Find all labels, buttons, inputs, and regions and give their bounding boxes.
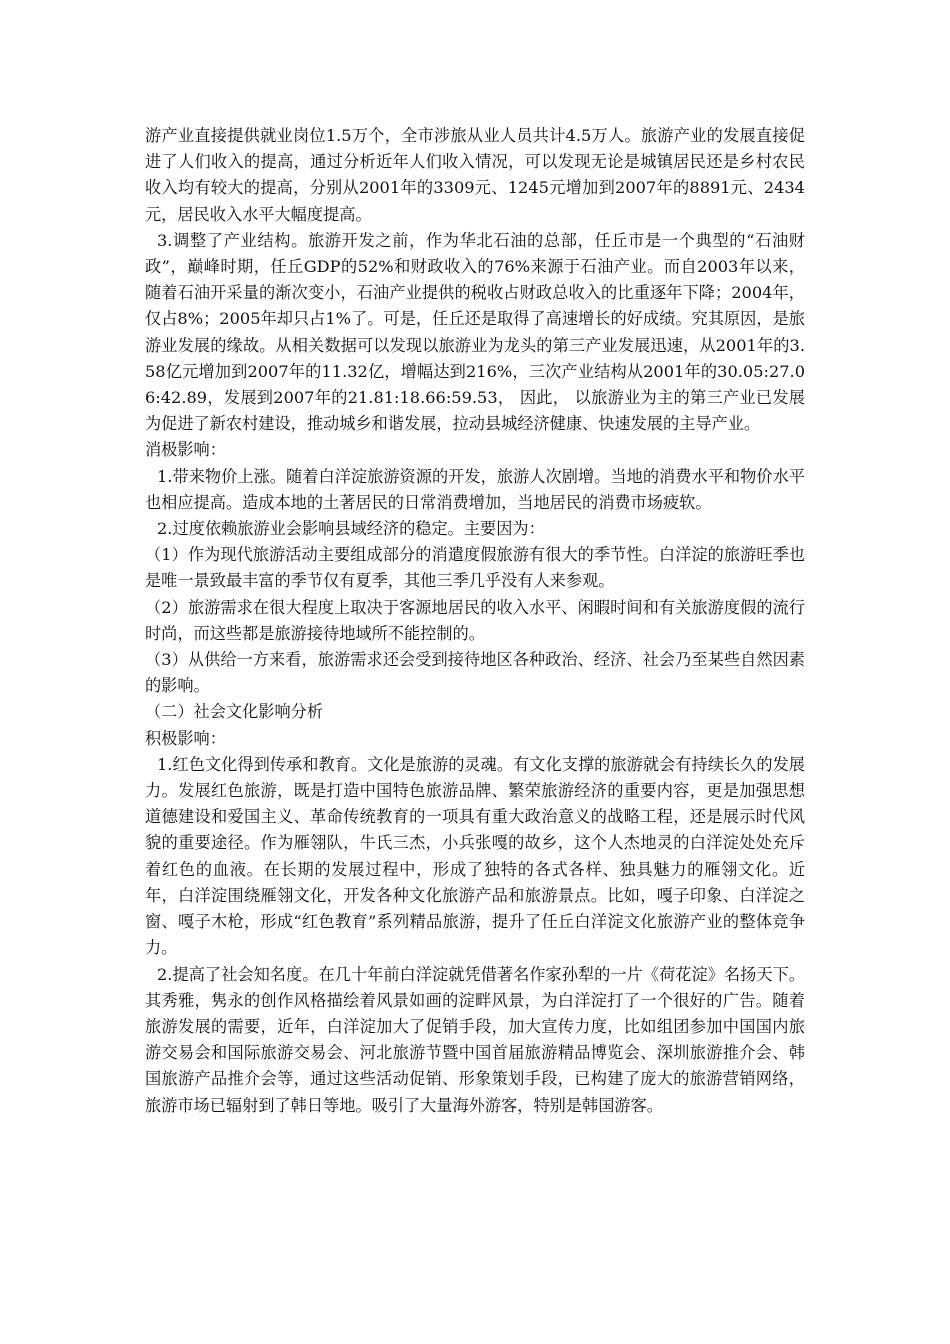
document-body xyxy=(145,123,805,1119)
paragraph-social-reputation: 2.提高了社会知名度。在几十年前白洋淀就凭借著名作家孙犁的一片《荷花淀》名扬天下。其秀雅，隽永的创作风格描绘着风景如画的淀畔风景，为白洋淀打了一个很好的广告。随着旅游发展的需要，近年，白洋淀加大了促销手段，加大宣传力度，比如组团参加中国国内旅游交易会和国际旅游交易会、河北旅游节暨中国首届旅游精品博览会、深圳旅游推介会、韩国旅游产品推介会等，通过这些活动促销、形象策划手段，已构建了庞大的旅游营销网络，旅游市场已辐射到了韩日等地。吸引了大量海外游客，特别是韩国游客。 xyxy=(145,964,805,1115)
list-item-demand-factors: （2）旅游需求在很大程度上取决于客源地居民的收入水平、闲暇时间和有关旅游度假的流行时尚，而这些都是旅游接待地域所不能控制的。 xyxy=(145,597,805,643)
paragraph-over-dependence: 2.过度依赖旅游业会影响县域经济的稳定。主要因为： xyxy=(157,519,545,539)
heading-positive-impact: 积极影响： xyxy=(145,728,226,748)
paragraph-price-rise: 1.带来物价上涨。随着白洋淀旅游资源的开发，旅游人次剧增。当地的消费水平和物价水平也相应提高。造成本地的土著居民的日常消费增加，当地居民的消费市场疲软。 xyxy=(145,466,805,512)
paragraph-industry-structure: 3.调整了产业结构。旅游开发之前，作为华北石油的总部，任丘市是一个典型的“石油财政”，巅峰时期，任丘GDP的52%和财政收入的76%来源于石油产业。而自2003年以来，随着石油开采量的渐次变小，石油产业提供的税收占财政总收入的比重逐年下降；2004年，仅占8%；2005年却只占1%了。可是，任丘还是取得了高速增长的好成绩。究其原因，是旅游业发展的缘故。从相关数据可以发现以旅游业为龙头的第三产业发展迅速，从2001年的3.58亿元增加到2007年的11.32亿，增幅达到216%，三次产业结构从2001年的30.05:27.06:42.89，发展到2007年的21.81:18.66:59.53， 因此， 以旅游业为主的第三产业已发展为促进了新农村建设，推动城乡和谐发展，拉动县城经济健康、快速发展的主导产业。 xyxy=(145,230,805,434)
section-heading-social-culture: （二）社会文化影响分析 xyxy=(145,702,324,722)
list-item-supply-factors: （3）从供给一方来看，旅游需求还会受到接待地区各种政治、经济、社会乃至某些自然因素的影响。 xyxy=(145,650,805,696)
paragraph-red-culture: 1.红色文化得到传承和教育。文化是旅游的灵魂。有文化支撑的旅游就会有持续长久的发展力。发展红色旅游，既是打造中国特色旅游品牌、繁荣旅游经济的重要内容，更是加强思想道德建设和爱国主义、革命传统教育的一项具有重大政治意义的战略工程，还是展示时代风貌的重要途径。作为雁翎队，牛氏三杰，小兵张嘎的故乡，这个人杰地灵的白洋淀处处充斥着红色的血液。在长期的发展过程中，形成了独特的各式各样、独具魅力的雁翎文化。近年，白洋淀围绕雁翎文化，开发各种文化旅游产品和旅游景点。比如，嘎子印象、白洋淀之窗、嘎子木枪，形成“红色教育”系列精品旅游，提升了任丘白洋淀文化旅游产业的整体竞争力。 xyxy=(145,754,805,958)
paragraph-employment-income: 游产业直接提供就业岗位1.5万个，全市涉旅从业人员共计4.5万人。旅游产业的发展直接促进了人们收入的提高，通过分析近年人们收入情况，可以发现无论是城镇居民还是乡村农民收入均有较大的提高，分别从2001年的3309元、1245元增加到2007年的8891元、2434元，居民收入水平大幅度提高。 xyxy=(145,126,805,224)
list-item-seasonality: （1）作为现代旅游活动主要组成部分的消遣度假旅游有很大的季节性。白洋淀的旅游旺季也是唯一景致最丰富的季节仅有夏季，其他三季几乎没有人来参观。 xyxy=(145,545,805,591)
heading-negative-impact: 消极影响： xyxy=(145,440,226,460)
